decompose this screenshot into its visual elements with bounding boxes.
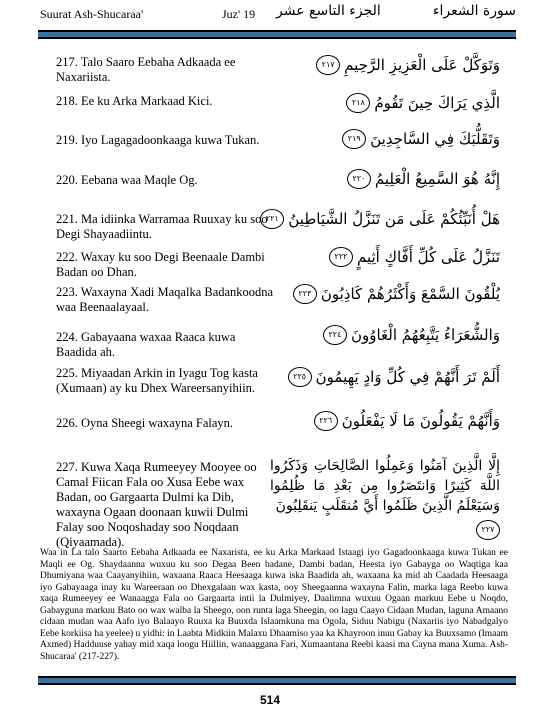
verse-218-arabic: الَّذِي يَرَاكَ حِينَ تَقُومُ ٢١٨ [346, 92, 500, 114]
verse-number-badge: ٢١٩ [342, 129, 366, 149]
verse-number-badge: ٢١٧ [316, 55, 340, 75]
surah-name-header: Suurat Ash-Shucaraa' [40, 7, 144, 21]
bottom-divider-bar [38, 676, 516, 685]
arabic-surah-header: سورة الشعراء [432, 3, 516, 19]
verse-219-arabic: وَتَقَلُّبَكَ فِي السَّاجِدِينَ ٢١٩ [342, 128, 500, 150]
verse-number-badge: ٢٢٧ [476, 520, 500, 540]
verse-224-translation: 224. Gabayaana waxaa Raaca kuwa Baadida ah. [56, 330, 236, 359]
verse-number-badge: ٢٢٦ [314, 411, 338, 431]
verse-225-translation: 225. Miyaadan Arkin in Iyagu Tog kasta (Xumaan) ay ku Dhex Wareersanyihiin. [56, 366, 258, 395]
verse-222-arabic: تَنَزَّلُ عَلَى كُلِّ أَفَّاكٍ أَثِيمٍ ٢٢٢ [329, 246, 500, 268]
verse-number-badge: ٢٢٤ [323, 325, 347, 345]
verse-number-badge: ٢٢٠ [347, 169, 371, 189]
verse-223-translation: 223. Waxayna Xadi Maqalka Badankoodna waa Beenaalayaal. [56, 285, 274, 314]
verse-220-translation: 220. Eebana waa Maqle Og. [56, 173, 198, 187]
verse-number-badge: ٢١٨ [346, 93, 370, 113]
verse-number-badge: ٢٢٢ [329, 247, 353, 267]
arabic-juz-header: الجزء التاسع عشر [276, 3, 381, 19]
verse-218-translation: 218. Ee ku Arka Markaad Kici. [56, 94, 213, 108]
verse-number-badge: ٢٢٣ [293, 284, 317, 304]
top-divider-bar [38, 30, 516, 39]
verse-219-translation: 219. Iyo Lagagadoonkaaga kuwa Tukan. [56, 133, 260, 147]
juz-header: Juz' 19 [222, 7, 256, 21]
verse-220-arabic: إِنَّهُ هُوَ السَّمِيعُ الْعَلِيمُ ٢٢٠ [347, 168, 500, 190]
verse-217-translation: 217. Talo Saaro Eebaha Adkaada ee Naxariista. [56, 55, 236, 84]
verse-225-arabic: أَلَمْ تَرَ أَنَّهُمْ فِي كُلِّ وَادٍ يَهِيمُونَ ٢٢٥ [288, 366, 500, 388]
verse-222-translation: 222. Waxay ku soo Degi Beenaale Dambi Badan oo Dhan. [56, 250, 265, 279]
verse-226-translation: 226. Oyna Sheegi waxayna Falayn. [56, 416, 234, 430]
verse-number-badge: ٢٢١ [260, 209, 284, 229]
verse-226-arabic: وَأَنَّهُمْ يَقُولُونَ مَا لَا يَفْعَلُونَ ٢٢٦ [314, 410, 500, 432]
verse-221-translation: 221. Ma idiinka Warramaa Ruuxay ku soo Degi Shayaadiintu. [56, 212, 268, 241]
verse-223-arabic: يُلْقُونَ السَّمْعَ وَأَكْثَرُهُمْ كَاذِبُونَ ٢٢٣ [293, 283, 500, 305]
verse-224-arabic: وَالشُّعَرَاءُ يَتَّبِعُهُمُ الْغَاوُونَ ٢٢٤ [323, 324, 500, 346]
verse-227-arabic: إِلَّا الَّذِينَ آمَنُوا وَعَمِلُوا الصَّالِحَاتِ وَذَكَرُوا اللَّهَ كَثِيرًا وَانتَصَرُوا مِن بَعْدِ مَا ظُلِمُوا وَسَيَعْلَمُ الَّذِينَ ظَلَمُوا أَيَّ مُنقَلَبٍ يَنقَلِبُونَ ٢٢٧ [270, 456, 500, 540]
commentary-text: Waa in La talo Saarto Eebaha Adkaada ee Naxarista, ee ku Arka Markaad Istaagi iyo Gagadoonkaaga kuwa Tukan ee Maqli ee Og. Shaydaanna wuxuu ku soo Degaa Been badane, Dambi badan, Heesta iyo Gabayga oo Waqtiga kaa Dhumiyana waa Caayanyihiin, waxaana Raaca Heesaaga kuwa iska Baadida ah, waxaana ka mid ah Caadada Heesaaga iyo Gabayaaga inay ku Wareeraan oo Dhexgalaan wax kasta, ooy Sheegaanna waxayna Falin, marka laga Reebo kuwa xaqa Rumeeyey ee Wanaagga Fala oo Gargaarta intii la Dulmiyey, Daalimna wuxuu Ogaan markuu Eebe u Noqdo, Gabayguna markuu Bato oo wax walba la Sheego, oon runta laga Sheegin, oo lagu Caayo Cidaan Mudan, laguna Amaano cidaan mudan waa Aafo iyo Balaayo Ruuxa ka Buuxda Islaamkuna ma Ogola, Siduu Nabigu (Naxariis iyo Nabadgalyo Eebe korkiisa ha yeelee) u yidhi: in Laabta Midkiin Malaxu Dhaamiso yaa ka Khayroon inuu Gabay ka Buuxsamo (Imaam Axmed) Hadduuse yahay mid xaqa loogu Hiillin, wanaaggana Fari, Xumaantana Reebi kaasi ma Cayna mana Xuma. Ash-Shucaraa' (217-227). [40, 548, 509, 662]
verse-221-arabic: هَلْ أُنَبِّئُكُمْ عَلَى مَن تَنَزَّلُ الشَّيَاطِينُ ٢٢١ [260, 208, 500, 230]
verse-number-badge: ٢٢٥ [288, 367, 312, 387]
verse-227-translation: 227. Kuwa Xaqa Rumeeyey Mooyee oo Camal Fiican Fala oo Xusa Eebe wax Badan, oo Gargaarta Dulmi ka Dib, waxayna Ogaan doonaan kuwii Dulmi Falay soo Noqoshaday soo Noqdaan (Qiyaamada). [56, 460, 257, 549]
verse-217-arabic: وَتَوَكَّلْ عَلَى الْعَزِيزِ الرَّحِيمِ ٢١٧ [316, 54, 500, 76]
page-number: 514 [259, 693, 281, 707]
